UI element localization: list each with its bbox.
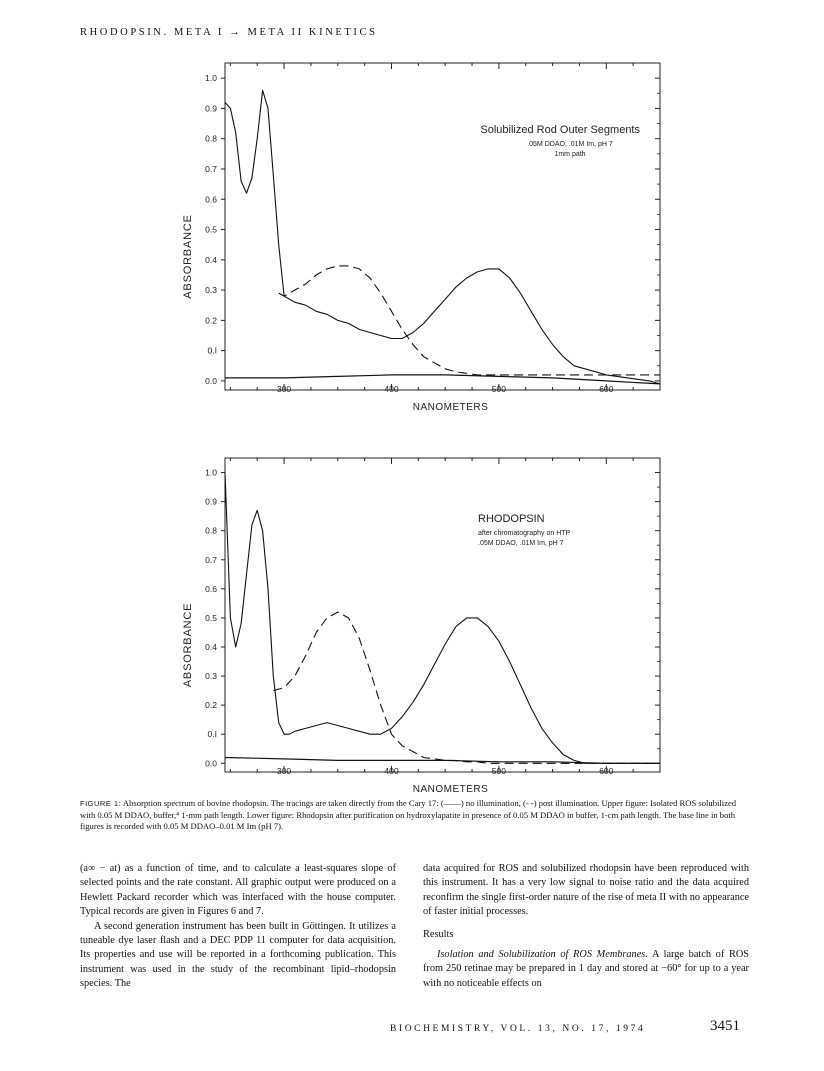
running-head: RHODOPSIN. META I → META II KINETICS [80,27,378,38]
left-paragraph-1: (a∞ − at) as a function of time, and to calculate a least-squares slope of selected points and the rate constant. All graphic output were produced on a Hewlett Packard recorder which was interfaced with the house computer. Typical records are given in Figures 6 and 7. [80,863,396,918]
y-tick-label: 0.4 [205,254,217,265]
results-heading: Results [423,928,454,940]
y-axis-title: ABSORBANCE [182,602,194,688]
chart-annotation: 1mm path [554,151,586,158]
figure-caption [80,798,748,833]
y-tick-label: 1.0 [205,467,217,478]
y-tick-label: 0.3 [205,285,217,296]
y-tick-label: 0.0 [205,375,217,386]
journal-footer: BIOCHEMISTRY, VOL. 13, NO. 17, 1974 [390,1024,646,1034]
page-number: 3451 [710,1018,740,1034]
y-tick-label: 0.5 [205,224,217,235]
lower-absorption-chart [0,440,824,800]
y-tick-label: 0.2 [205,315,217,326]
right-paragraph-2-text: A large batch of ROS from 250 retinae may be prepared in 1 day and stored at −60° for up to a year with no noticeable effects on [423,949,749,989]
y-tick-label: 0.7 [205,163,217,174]
figure-caption-lead: FIGURE 1: [80,799,122,808]
y-tick-label: 0.8 [205,525,217,536]
x-tick-label: 400 [384,766,399,776]
chart-annotation: .05M DDAO, .01M Im, pH 7 [478,540,564,547]
right-paragraph-2 [423,948,749,991]
chart-annotation: after chromatography on HTP [478,530,571,537]
right-column [423,862,749,991]
y-tick-label: 0.6 [205,194,217,205]
baseline-series-line [225,758,660,764]
dashed-series-line [273,612,660,763]
y-axis-title: ABSORBANCE [182,214,194,299]
x-tick-label: 600 [599,384,614,394]
plot-frame [225,63,660,390]
x-tick-label: 300 [276,384,292,394]
y-tick-label: 0.9 [205,496,217,507]
left-column [80,862,396,992]
baseline-series-line [225,375,660,384]
x-tick-label: 500 [491,384,506,394]
y-tick-label: 0.4 [205,641,217,652]
upper-absorption-chart [0,45,824,425]
x-tick-label: 500 [491,766,506,776]
y-tick-label: 0.8 [205,133,217,144]
x-tick-label: 400 [384,384,399,394]
y-tick-label: 0.0 [205,758,217,769]
x-tick-label: 600 [599,766,614,776]
y-tick-label: 0.5 [205,612,217,623]
y-tick-label: 1.0 [205,73,217,84]
y-tick-label: 0.6 [205,583,217,594]
y-tick-label: 0.3 [205,671,217,682]
left-paragraph-2: A second generation instrument has been built in Göttingen. It utilizes a tuneable dye laser flash and a DEC PDP 11 computer for data acquisition. Its properties and use will be reported in a forthcoming publication. This instrument was used in the study of the recombinant lipid–rhodopsin species. The [80,920,396,990]
figure-caption-text: Absorption spectrum of bovine rhodopsin. The tracings are taken directly from the Cary 17: (——) no illumination, (- -) post illumination. Upper figure: Isolated ROS solubilized with 0.05 M DDAO, buffer,⁴ 1-mm path length. Lower figure: Rhodopsin after purification on hydroxylapatite in presence of 0.05 M DDAO in buffer, 1-cm path length. The base line in both figures is recorded with 0.05 M DDAO–0.01 M Im (pH 7). [80,798,737,831]
chart-annotation: .05M DDAO, .01M Im, pH 7 [527,141,613,148]
chart-title: RHODOPSIN [478,513,545,525]
y-tick-label: 0.7 [205,554,217,565]
solid-series-line [225,473,660,764]
section-title-italic: Isolation and Solubilization of ROS Membranes. [437,949,648,961]
x-axis-title: NANOMETERS [412,784,489,795]
right-paragraph-1: data acquired for ROS and solubilized rhodopsin have been reproduced with this instrument. It has a very low signal to noise ratio and the data acquired reconfirm the single first-order nature of the rise of meta II with no appearance of faster initial processes. [423,863,749,918]
x-axis-title: NANOMETERS [412,402,489,413]
y-tick-label: 0.I [207,729,217,740]
x-tick-label: 300 [276,766,292,776]
plot-frame [225,458,660,772]
chart-title: Solubilized Rod Outer Segments [480,124,640,136]
y-tick-label: 0.I [207,345,217,356]
y-tick-label: 0.2 [205,700,217,711]
dashed-series-line [279,266,660,375]
y-tick-label: 0.9 [205,103,217,114]
